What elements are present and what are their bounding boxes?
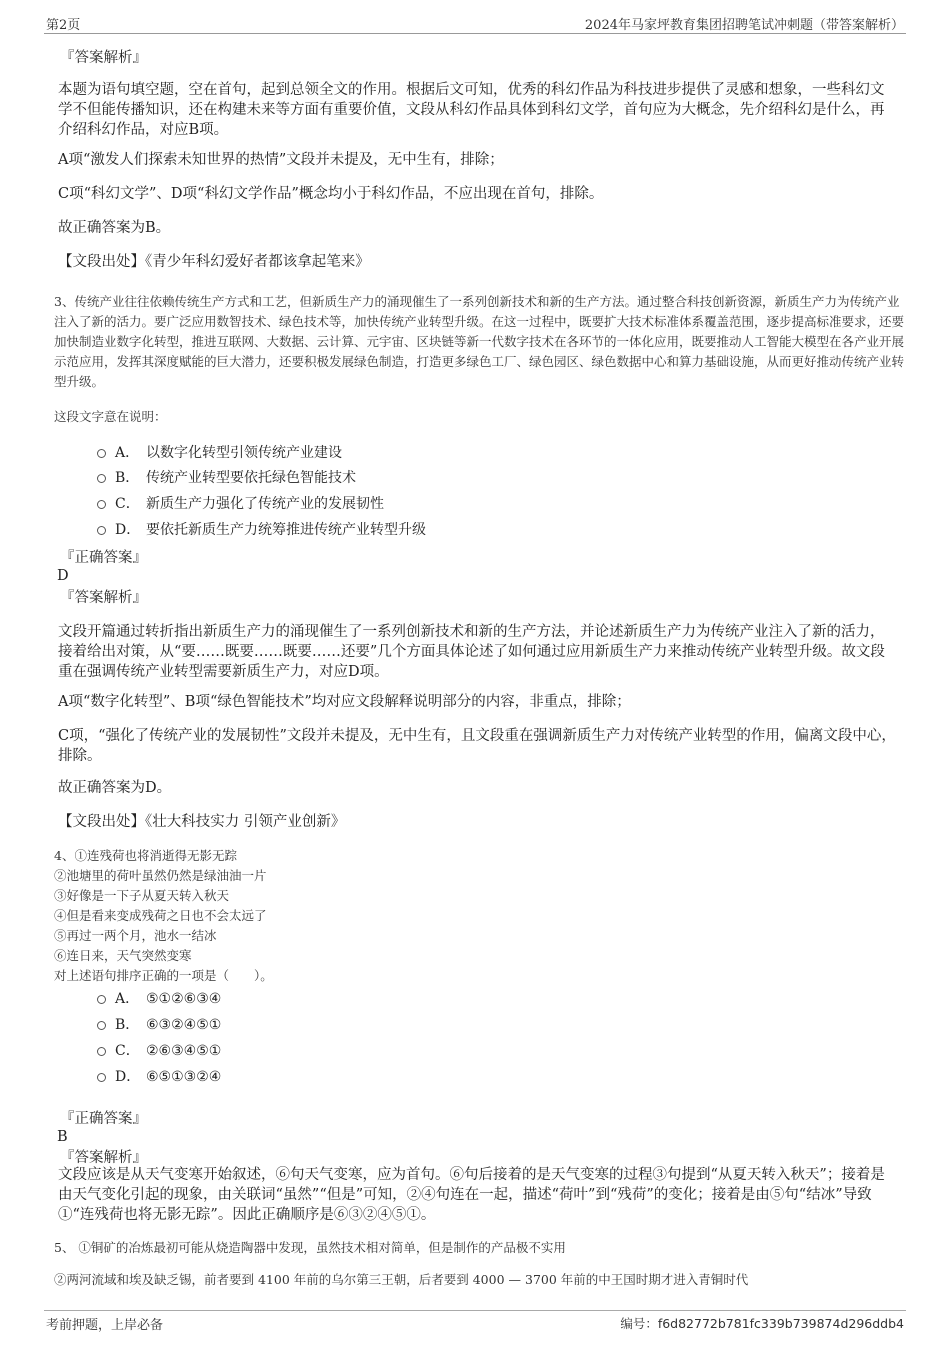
q2-analysis-paragraph-3: C项“科幻文学”、D项“科幻文学作品”概念均小于科幻作品，不应出现在首句，排除。	[58, 186, 604, 202]
q3-source: 【文段出处】《壮大科技实力 引领产业创新》	[58, 814, 346, 830]
q2-analysis-paragraph-2: A项“激发人们探索未知世界的热情”文段并未提及，无中生有，排除；	[58, 152, 504, 168]
q4-sentence-3: ③好像是一下子从夏天转入秋天	[54, 888, 230, 903]
radio-icon[interactable]	[97, 995, 106, 1004]
q4-option-a[interactable]: A． ⑤①②⑥③④	[97, 989, 221, 1009]
radio-icon[interactable]	[97, 1021, 106, 1030]
q4-sentence-5: ⑤再过一两个月，池水一结冰	[54, 928, 217, 943]
footer-document-id: 编号：f6d82772b781fc339b739874d296ddb4	[620, 1316, 904, 1331]
footer-divider	[44, 1310, 906, 1311]
q4-sentence-6: ⑥连日来，天气突然变寒	[54, 948, 192, 963]
document-title: 2024年马家坪教育集团招聘笔试冲刺题（带答案解析）	[584, 18, 904, 33]
q4-analysis-label: 『答案解析』	[60, 1150, 147, 1166]
q4-option-d[interactable]: D． ⑥⑤①③②④	[97, 1067, 221, 1087]
q3-analysis-label: 『答案解析』	[60, 590, 147, 606]
q3-analysis-paragraph-3: C项，“强化了传统产业的发展韧性”文段并未提及，无中生有，且文段重在强调新质生产力对传统产业转型的作用，偏离文段中心，排除。	[58, 728, 896, 764]
radio-icon[interactable]	[97, 1073, 106, 1082]
q3-analysis-conclusion: 故正确答案为D。	[58, 780, 172, 796]
q2-analysis-conclusion: 故正确答案为B。	[58, 220, 171, 236]
header-divider	[44, 33, 906, 34]
q4-question: 对上述语句排序正确的一项是（ ）。	[54, 968, 273, 983]
q4-sentence-4: ④但是看来变成残荷之日也不会太远了	[54, 908, 267, 923]
q3-answer: D	[57, 568, 69, 584]
footer-slogan: 考前押题，上岸必备	[46, 1318, 164, 1333]
q3-option-a[interactable]: A． 以数字化转型引领传统产业建设	[97, 443, 342, 463]
q4-option-c[interactable]: C． ②⑥③④⑤①	[97, 1041, 221, 1061]
q3-question: 这段文字意在说明：	[54, 409, 167, 424]
page-number: 第2页	[46, 18, 81, 33]
q4-answer: B	[57, 1129, 68, 1145]
q2-analysis-label: 『答案解析』	[60, 50, 147, 66]
q3-stem: 3、传统产业往往依赖传统生产方式和工艺，但新质生产力的涌现催生了一系列创新技术和新的生产方法。通过整合科技创新资源，新质生产力为传统产业注入了新的活力。要广泛应用数智技术、绿色技术等，加快传统产业转型升级。在这一过程中，既要扩大技术标准体系覆盖范围，逐步提高标准要求，还要加快制造业数字化转型，推进互联网、大数据、云计算、元宇宙、区块链等新一代数字技术在各环节的一体化应用，既要推动人工智能大模型在各产业开展示范应用，发挥其深度赋能的巨大潜力，还要积极发展绿色制造，打造更多绿色工厂、绿色园区、绿色数据中心和算力基础设施，从而更好推动传统产业转型升级。	[54, 294, 905, 389]
q4-sentence-2: ②池塘里的荷叶虽然仍然是绿油油一片	[54, 868, 267, 883]
q4-analysis: 文段应该是从天气变寒开始叙述，⑥句天气变寒，应为首句。⑥句后接着的是天气变寒的过程③句提到“从夏天转入秋天”；接着是由天气变化引起的现象，由关联词“虽然”“但是”可知，②④句连在一起，描述“荷叶”到“残荷”的变化；接着是由⑤句“结冰”导致①“连残荷也将无影无踪”。因此正确顺序是⑥③②④⑤①。	[58, 1167, 885, 1223]
q3-option-b[interactable]: B． 传统产业转型要依托绿色智能技术	[97, 468, 356, 488]
q3-analysis-paragraph-1: 文段开篇通过转折指出新质生产力的涌现催生了一系列创新技术和新的生产方法，并论述新质生产力为传统产业注入了新的活力，接着给出对策，从“要……既要……既要……还要”几个方面具体论述了如何通过应用新质生产力来推动传统产业转型升级。故文段重在强调传统产业转型需要新质生产力，对应D项。	[58, 624, 885, 680]
q4-answer-label: 『正确答案』	[60, 1111, 147, 1127]
radio-icon[interactable]	[97, 449, 106, 458]
radio-icon[interactable]	[97, 1047, 106, 1056]
radio-icon[interactable]	[97, 526, 106, 535]
q2-source: 【文段出处】《青少年科幻爱好者都该拿起笔来》	[58, 254, 370, 270]
q3-answer-label: 『正确答案』	[60, 550, 147, 566]
radio-icon[interactable]	[97, 474, 106, 483]
q3-option-d[interactable]: D． 要依托新质生产力统筹推进传统产业转型升级	[97, 520, 426, 540]
q4-option-b[interactable]: B． ⑥③②④⑤①	[97, 1015, 221, 1035]
radio-icon[interactable]	[97, 500, 106, 509]
q5-line-1: 5、 ①铜矿的冶炼最初可能从烧造陶器中发现，虽然技术相对简单，但是制作的产品极不实用	[54, 1240, 566, 1255]
q5-line-2: ②两河流域和埃及缺乏锡，前者要到 4100 年前的乌尔第三王朝，后者要到 4000 — 3700 年前的中王国时期才进入青铜时代	[54, 1272, 749, 1287]
q3-analysis-paragraph-2: A项“数字化转型”、B项“绿色智能技术”均对应文段解释说明部分的内容，非重点，排除；	[58, 694, 631, 710]
q3-option-c[interactable]: C． 新质生产力强化了传统产业的发展韧性	[97, 494, 384, 514]
q4-sentence-1: 4、①连残荷也将消逝得无影无踪	[54, 848, 237, 863]
q2-analysis-paragraph-1: 本题为语句填空题，空在首句，起到总领全文的作用。根据后文可知，优秀的科幻作品为科技进步提供了灵感和想象，一些科幻文学不但能传播知识，还在构建未来等方面有重要价值，文段从科幻作品具体到科幻文学，首句应为大概念，先介绍科幻是什么，再介绍科幻作品，对应B项。	[58, 82, 885, 138]
